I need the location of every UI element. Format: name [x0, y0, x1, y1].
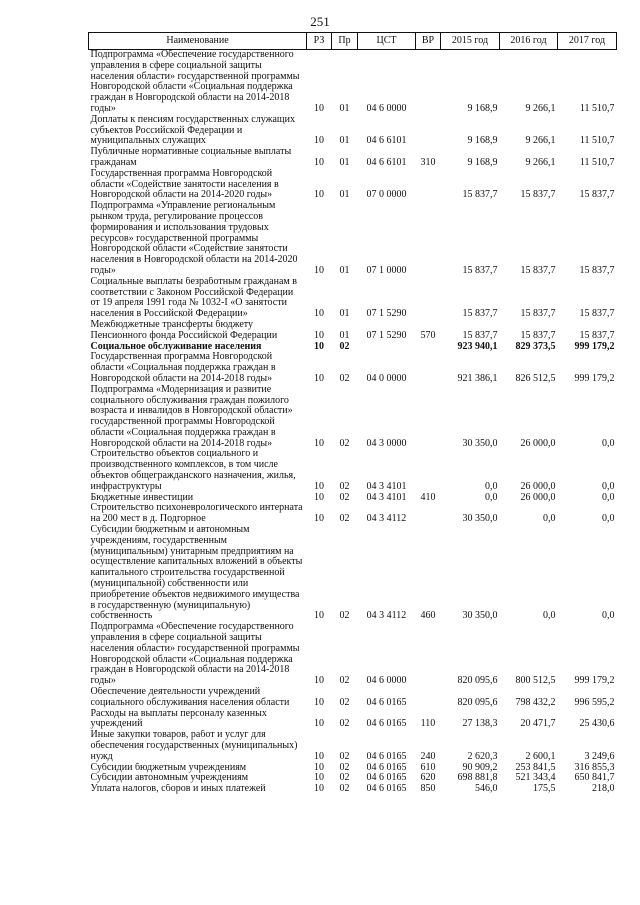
row-vr	[416, 352, 441, 384]
row-pr: 02	[339, 750, 350, 762]
row-pr: 02	[339, 341, 350, 352]
row-vr	[416, 115, 441, 147]
row-vr	[416, 277, 441, 320]
row-pr: 02	[339, 513, 350, 525]
row-rz: 10	[314, 762, 324, 773]
row-vr	[416, 622, 441, 687]
row-cst: 07 1 5290	[366, 329, 407, 341]
row-vr	[416, 169, 441, 201]
row-name: Строительство объектов социального и производственного комплексов, в том числе объектов общегражданского назначения, жилья, инфраструктуры	[90, 449, 296, 492]
header-vr: ВР	[416, 33, 441, 50]
row-value-2015: 923 940,1	[457, 341, 498, 352]
row-vr: 410	[420, 492, 436, 503]
row-value-2015: 546,0	[475, 784, 498, 795]
row-value-2017: 3 249,6	[584, 750, 615, 762]
row-pr: 01	[339, 102, 350, 114]
row-value-2015: 90 909,2	[462, 762, 498, 773]
row-value-2016: 26 000,0	[520, 480, 556, 492]
row-vr	[416, 342, 441, 353]
row-value-2016: 826 512,5	[515, 372, 556, 384]
row-value-2015: 820 095,6	[457, 696, 498, 708]
table-row	[89, 169, 617, 201]
row-value-2017: 0,0	[602, 437, 615, 449]
row-value-2016: 15 837,7	[520, 264, 556, 276]
row-pr: 02	[339, 610, 350, 622]
row-rz: 10	[314, 675, 324, 687]
header-row	[89, 33, 617, 50]
row-value-2017: 999 179,2	[574, 372, 615, 384]
row-value-2017: 25 430,6	[579, 718, 615, 730]
row-value-2016: 9 266,1	[525, 156, 556, 168]
row-cst: 04 3 4112	[366, 610, 407, 622]
row-rz: 10	[314, 696, 324, 708]
table-row	[89, 687, 617, 709]
row-rz: 10	[314, 135, 324, 147]
row-cst: 07 1 0000	[366, 264, 407, 276]
row-rz: 10	[314, 372, 324, 384]
row-name: Строительство психоневрологического интерната на 200 мест в д. Подгорное	[90, 503, 303, 525]
row-cst	[358, 342, 416, 353]
row-rz: 10	[314, 718, 324, 730]
row-value-2017: 650 841,7	[574, 773, 615, 784]
row-value-2016: 521 343,4	[515, 773, 556, 784]
row-value-2015: 9 168,9	[467, 135, 498, 147]
row-cst: 04 6 0165	[366, 718, 407, 730]
row-value-2017: 999 179,2	[574, 341, 615, 352]
row-value-2015: 0,0	[485, 480, 498, 492]
table-row	[89, 493, 617, 504]
row-vr: 620	[420, 773, 436, 784]
row-rz: 10	[314, 308, 324, 320]
row-value-2016: 253 841,5	[515, 762, 556, 773]
row-cst: 04 6 6101	[366, 135, 407, 147]
row-cst: 07 0 0000	[366, 189, 407, 201]
row-vr: 310	[420, 156, 436, 168]
row-vr	[416, 687, 441, 709]
row-value-2017: 15 837,7	[579, 189, 615, 201]
table-row	[89, 385, 617, 450]
table-row	[89, 763, 617, 774]
row-pr: 01	[339, 189, 350, 201]
row-name: Подпрограмма «Модернизация и развитие социального обслуживания граждан пожилого возраста и инвалидов в Новгородской области» государственной программы Новгородской области «Социальная поддержка граждан в Новгородской области на 2014-2018 годы»	[90, 384, 293, 449]
header-name: Наименование	[89, 33, 307, 50]
row-vr: 570	[420, 329, 436, 341]
row-value-2015: 30 350,0	[462, 437, 498, 449]
row-name: Иные закупки товаров, работ и услуг для обеспечения государственных (муниципальных) нужд	[90, 730, 298, 762]
row-value-2017: 11 510,7	[579, 156, 615, 168]
table-row	[89, 147, 617, 169]
row-cst: 04 6 0165	[366, 750, 407, 762]
row-name: Субсидии бюджетным учреждениям	[90, 762, 247, 773]
row-name: Субсидии бюджетным и автономным учреждениям, государственным (муниципальным) унитарным предприятиям на осуществление капитальных вложений в объекты капитального строительства государственной (муниципальной) собственности или приобретение объектов недвижимого имущества в государственную (муниципальную) собственность	[90, 525, 303, 622]
row-value-2015: 30 350,0	[462, 513, 498, 525]
row-value-2016: 15 837,7	[520, 308, 556, 320]
row-name: Субсидии автономным учреждениям	[90, 773, 249, 784]
row-vr	[416, 503, 441, 525]
row-value-2016: 829 373,5	[515, 341, 556, 352]
table-body	[89, 50, 617, 795]
table-row	[89, 115, 617, 147]
row-name: Подпрограмма «Обеспечение государственного управления в сфере социальной защиты населения области» государственной программы Новгородской области «Социальная поддержка граждан в Новгородской области на 2014-2018 годы»	[90, 49, 300, 114]
table-row	[89, 503, 617, 525]
row-value-2017: 996 595,2	[574, 696, 615, 708]
row-cst: 04 6 0000	[366, 675, 407, 687]
row-rz: 10	[314, 189, 324, 201]
header-rz: РЗ	[307, 33, 332, 50]
row-value-2016: 26 000,0	[520, 437, 556, 449]
row-rz: 10	[314, 156, 324, 168]
row-cst: 04 3 4112	[366, 513, 407, 525]
row-cst: 04 3 4101	[366, 480, 407, 492]
table-row	[89, 277, 617, 320]
row-cst: 04 3 4101	[366, 492, 407, 503]
row-value-2017: 0,0	[602, 492, 615, 503]
row-pr: 02	[339, 372, 350, 384]
row-rz: 10	[314, 341, 324, 352]
row-name: Межбюджетные трансферты бюджету Пенсионного фонда Российской Федерации	[90, 319, 278, 341]
row-pr: 01	[339, 329, 350, 341]
row-value-2016: 0,0	[543, 610, 556, 622]
row-pr: 02	[339, 762, 350, 773]
table-row	[89, 201, 617, 277]
row-cst: 04 6 0000	[366, 102, 407, 114]
row-vr	[416, 50, 441, 115]
row-cst: 04 0 0000	[366, 372, 407, 384]
row-pr: 02	[339, 480, 350, 492]
row-value-2016: 15 837,7	[520, 189, 556, 201]
header-2017: 2017 год	[558, 33, 617, 50]
row-cst: 04 6 0165	[366, 696, 407, 708]
row-name: Бюджетные инвестиции	[90, 492, 194, 503]
row-value-2017: 0,0	[602, 480, 615, 492]
table-row	[89, 342, 617, 353]
budget-table	[88, 32, 617, 795]
row-name: Расходы на выплаты персоналу казенных учреждений	[90, 708, 267, 730]
row-value-2017: 11 510,7	[579, 135, 615, 147]
row-rz: 10	[314, 102, 324, 114]
row-pr: 01	[339, 135, 350, 147]
row-pr: 02	[339, 784, 350, 795]
row-pr: 02	[339, 773, 350, 784]
row-rz: 10	[314, 480, 324, 492]
row-value-2015: 15 837,7	[462, 264, 498, 276]
header-2015: 2015 год	[441, 33, 500, 50]
row-vr: 610	[420, 762, 436, 773]
header-2016: 2016 год	[500, 33, 558, 50]
row-value-2017: 11 510,7	[579, 102, 615, 114]
row-value-2017: 0,0	[602, 610, 615, 622]
row-value-2016: 9 266,1	[525, 102, 556, 114]
row-value-2016: 26 000,0	[520, 492, 556, 503]
row-value-2015: 0,0	[485, 492, 498, 503]
row-pr: 01	[339, 264, 350, 276]
row-value-2017: 15 837,7	[579, 264, 615, 276]
row-rz: 10	[314, 264, 324, 276]
row-vr	[416, 449, 441, 492]
row-name: Подпрограмма «Обеспечение государственного управления в сфере социальной защиты населения области» государственной программы Новгородской области «Социальная поддержка граждан в Новгородской области на 2014-2018 годы»	[90, 622, 300, 687]
table-row	[89, 730, 617, 762]
row-name: Уплата налогов, сборов и иных платежей	[90, 784, 266, 795]
row-pr: 02	[339, 437, 350, 449]
row-vr	[416, 385, 441, 450]
row-rz: 10	[314, 492, 324, 503]
row-pr: 02	[339, 492, 350, 503]
header-cst: ЦСТ	[358, 33, 416, 50]
row-value-2016: 2 600,1	[525, 750, 556, 762]
table-row	[89, 773, 617, 784]
row-value-2016: 800 512,5	[515, 675, 556, 687]
row-value-2015: 921 386,1	[457, 372, 498, 384]
table-row	[89, 320, 617, 342]
table-row	[89, 449, 617, 492]
row-value-2016: 9 266,1	[525, 135, 556, 147]
row-pr: 02	[339, 675, 350, 687]
row-name: Социальное обслуживание населения	[90, 341, 262, 352]
row-vr	[416, 201, 441, 277]
row-value-2015: 15 837,7	[462, 189, 498, 201]
row-value-2017: 999 179,2	[574, 675, 615, 687]
row-value-2015: 2 620,3	[467, 750, 498, 762]
row-cst: 04 3 0000	[366, 437, 407, 449]
row-name: Социальные выплаты безработным гражданам в соответствии с Законом Российской Федерации от 19 апреля 1991 года № 1032-I «О занятости населения в Российской Федерации»	[90, 276, 297, 320]
row-name: Публичные нормативные социальные выплаты гражданам	[90, 147, 292, 168]
row-rz: 10	[314, 750, 324, 762]
row-name: Государственная программа Новгородской области «Содействие занятости населения в Новгородской области на 2014-2020 годы»	[90, 168, 279, 201]
row-rz: 10	[314, 329, 324, 341]
row-value-2016: 15 837,7	[520, 329, 556, 341]
row-vr: 850	[420, 784, 436, 795]
row-value-2015: 30 350,0	[462, 610, 498, 622]
row-cst: 04 6 6101	[366, 156, 407, 168]
table-row	[89, 622, 617, 687]
row-pr: 01	[339, 156, 350, 168]
row-cst: 04 6 0165	[366, 784, 407, 795]
row-value-2015: 820 095,6	[457, 675, 498, 687]
row-name: Государственная программа Новгородской области «Социальная поддержка граждан в Новгородской области на 2014-2018 годы»	[90, 352, 276, 384]
row-value-2015: 9 168,9	[467, 156, 498, 168]
row-value-2015: 27 138,3	[462, 718, 498, 730]
row-value-2015: 698 881,8	[457, 773, 498, 784]
table-row	[89, 709, 617, 731]
row-cst: 04 6 0165	[366, 773, 407, 784]
row-value-2016: 798 432,2	[515, 696, 556, 708]
row-name: Подпрограмма «Управление региональным рынком труда, регулирование процессов формирования и использования трудовых ресурсов» государственной программы Новгородской области «Содействие занятости населения в Новгородской области на 2014-2020 годы»	[90, 201, 298, 276]
row-vr: 110	[420, 718, 436, 730]
table-row	[89, 784, 617, 795]
row-cst: 07 1 5290	[366, 308, 407, 320]
row-value-2017: 15 837,7	[579, 308, 615, 320]
row-value-2017: 15 837,7	[579, 329, 615, 341]
row-vr: 460	[420, 610, 436, 622]
row-rz: 10	[314, 513, 324, 525]
row-value-2016: 0,0	[543, 513, 556, 525]
row-rz: 10	[314, 773, 324, 784]
row-rz: 10	[314, 784, 324, 795]
table-row	[89, 525, 617, 622]
row-value-2015: 15 837,7	[462, 329, 498, 341]
row-value-2017: 0,0	[602, 513, 615, 525]
row-name: Обеспечение деятельности учреждений социального обслуживания населения области	[90, 687, 290, 708]
row-pr: 02	[339, 718, 350, 730]
row-value-2017: 218,0	[592, 784, 615, 795]
row-pr: 02	[339, 696, 350, 708]
row-pr: 01	[339, 308, 350, 320]
header-pr: Пр	[332, 33, 358, 50]
row-value-2016: 20 471,7	[520, 718, 556, 730]
row-rz: 10	[314, 437, 324, 449]
row-cst: 04 6 0165	[366, 762, 407, 773]
table-row	[89, 352, 617, 384]
row-name: Доплаты к пенсиям государственных служащих субъектов Российской Федерации и муниципальных служащих	[90, 114, 295, 147]
row-value-2015: 9 168,9	[467, 102, 498, 114]
page-number: 251	[310, 14, 330, 29]
row-value-2016: 175,5	[533, 784, 556, 795]
row-vr: 240	[420, 750, 436, 762]
table-row	[89, 50, 617, 115]
row-value-2017: 316 855,3	[574, 762, 615, 773]
row-rz: 10	[314, 610, 324, 622]
row-value-2015: 15 837,7	[462, 308, 498, 320]
table-header	[89, 33, 617, 50]
